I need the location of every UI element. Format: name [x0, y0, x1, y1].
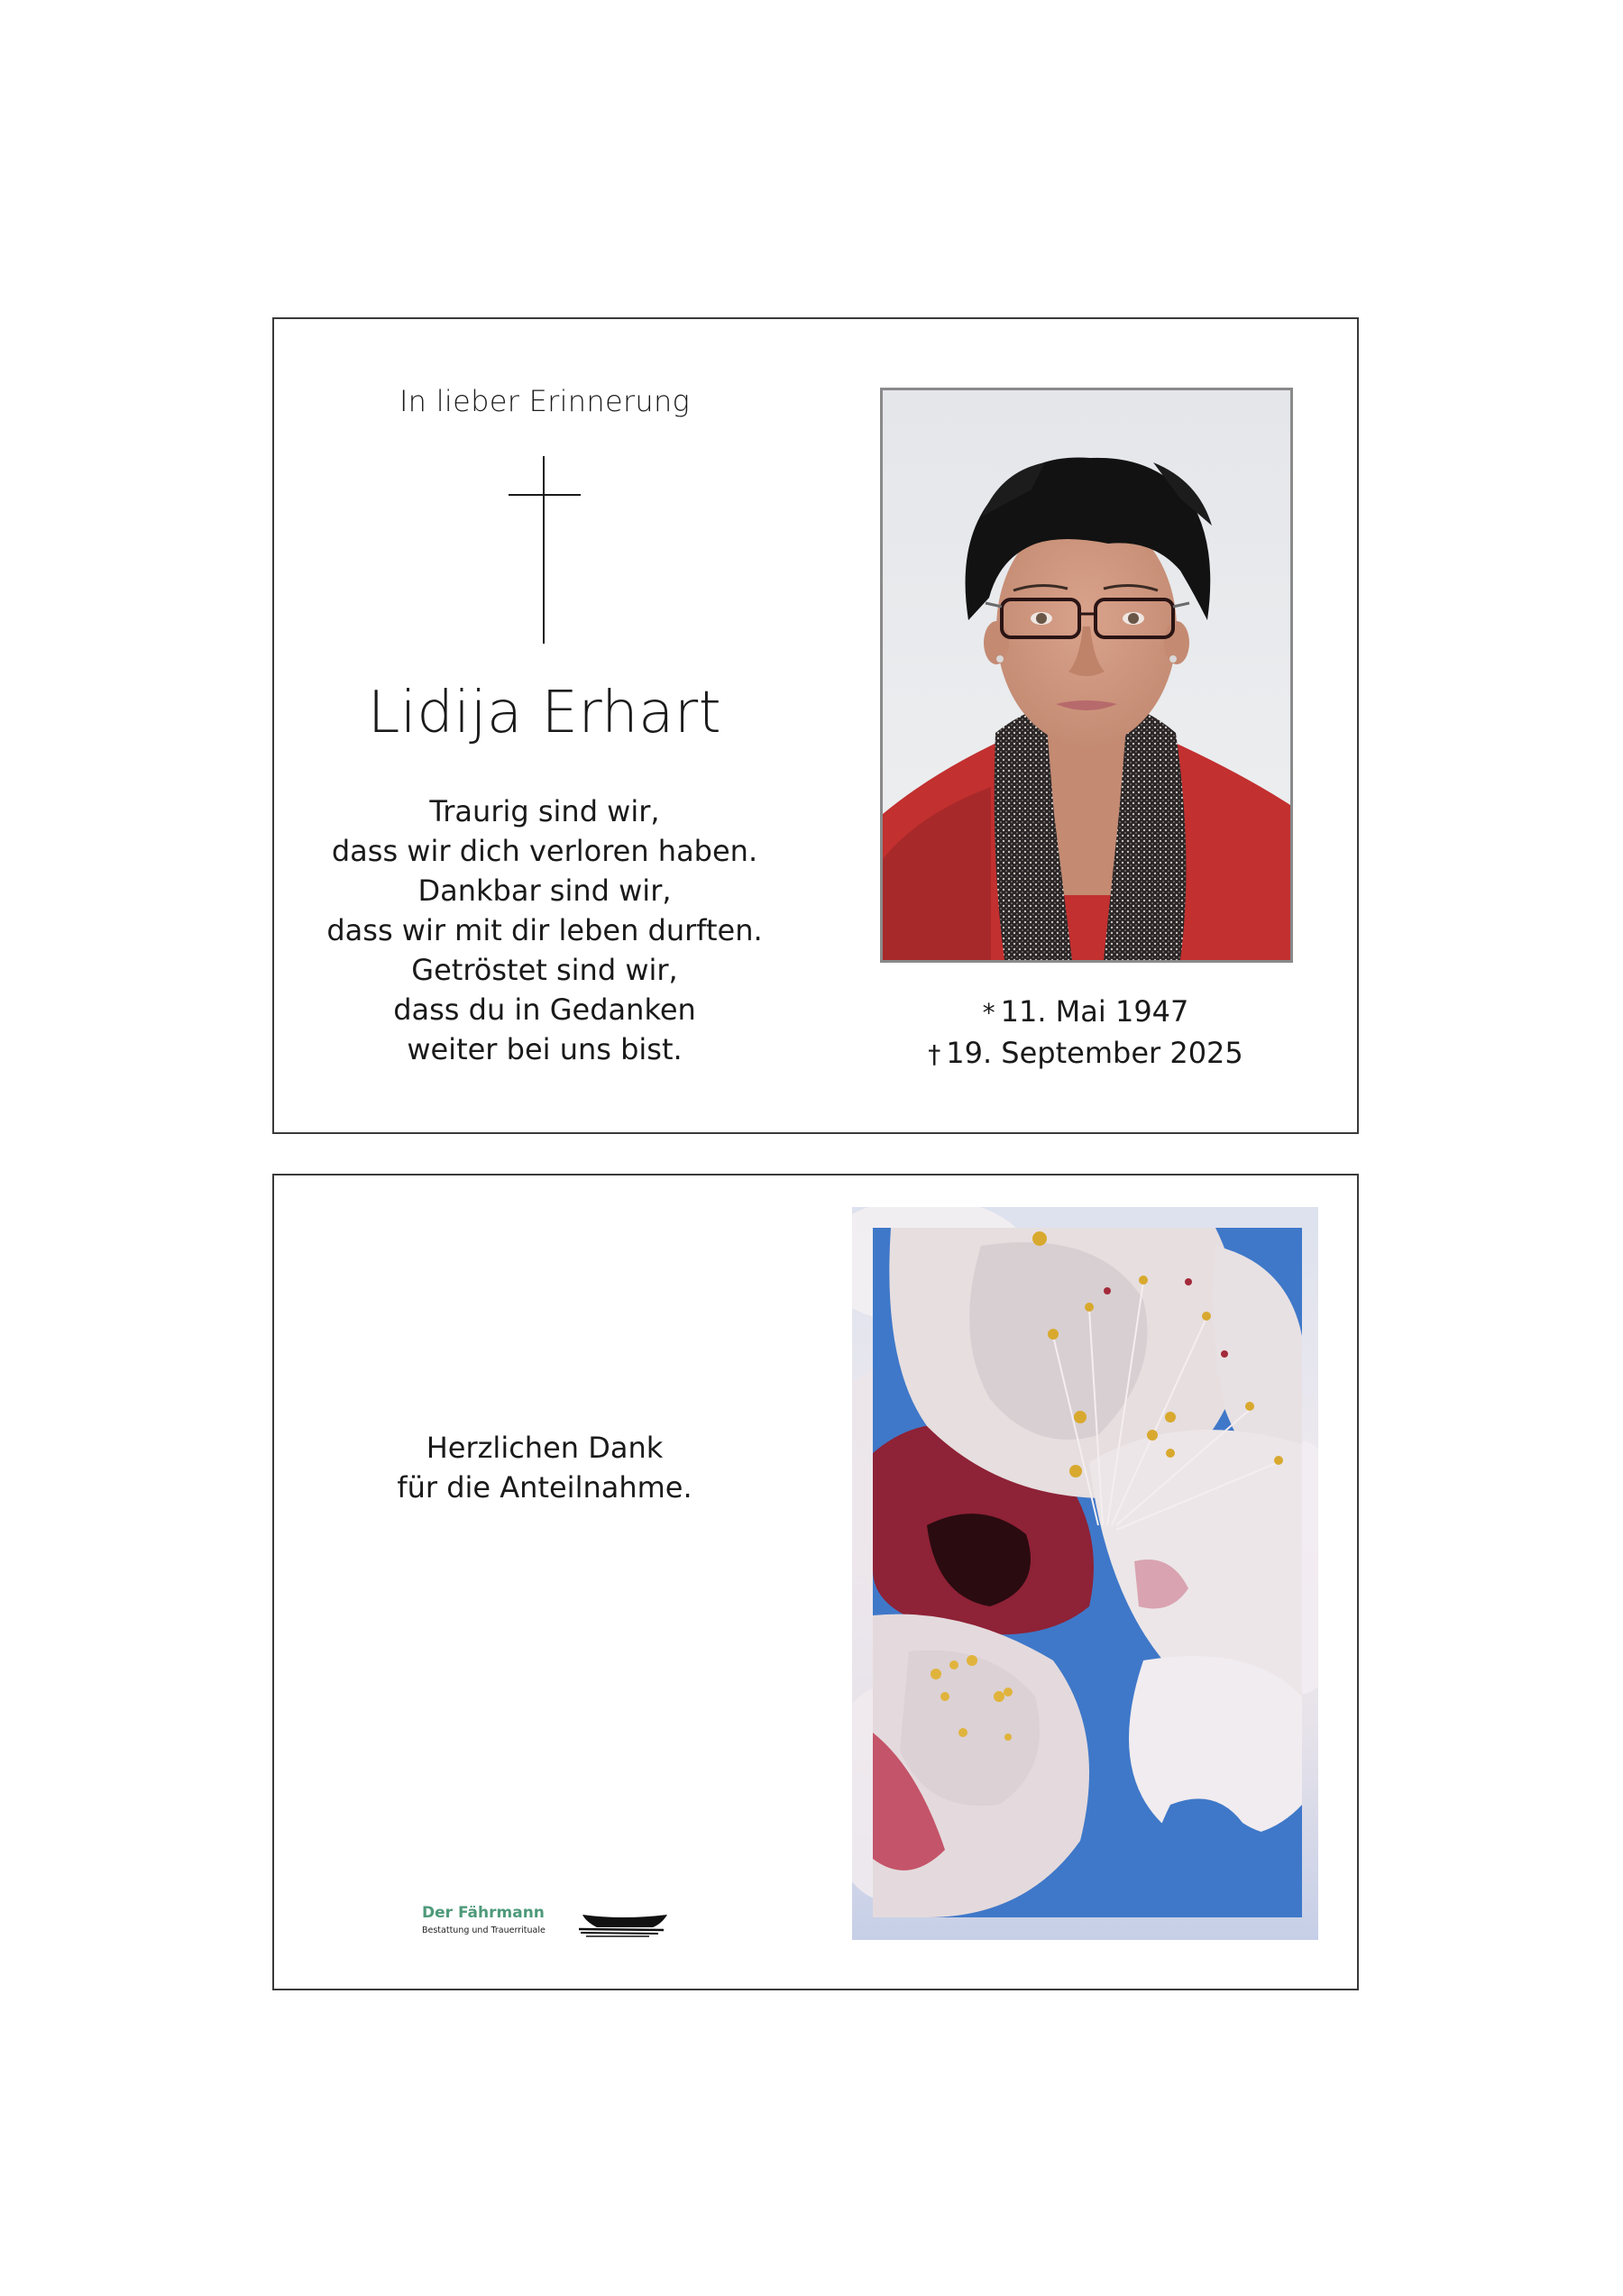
- life-dates: [815, 992, 1356, 1075]
- logo-brand: Der Fährmann: [422, 1904, 545, 1922]
- portrait-photo: [880, 388, 1293, 963]
- funeral-home-logo: [422, 1904, 692, 1949]
- birth-date-line: [815, 992, 1356, 1033]
- death-dagger-icon: †: [928, 1039, 941, 1069]
- memorial-heading: In lieber Erinnerung: [399, 384, 691, 418]
- death-date-line: [815, 1033, 1356, 1075]
- cross-icon: [509, 456, 581, 644]
- thanks-message: [274, 1428, 815, 1507]
- poem-line: Traurig sind wir,: [429, 794, 660, 828]
- memorial-poem: [274, 791, 815, 1069]
- poem-line: dass du in Gedanken: [393, 992, 696, 1027]
- boat-icon: [577, 1911, 671, 1938]
- thanks-line: für die Anteilnahme.: [397, 1470, 692, 1505]
- logo-tagline: Bestattung und Trauerrituale: [422, 1926, 546, 1935]
- poem-line: weiter bei uns bist.: [407, 1032, 683, 1066]
- birth-star-icon: *: [982, 998, 995, 1028]
- birth-date: 11. Mai 1947: [1000, 994, 1189, 1029]
- memorial-card-back: [272, 1174, 1359, 1990]
- deceased-name: Lidija Erhart: [367, 680, 722, 746]
- poem-line: dass wir dich verloren haben.: [331, 834, 758, 868]
- memorial-card-front: [272, 317, 1359, 1134]
- poem-line: Getröstet sind wir,: [411, 953, 678, 987]
- blossom-photo: [873, 1228, 1302, 1917]
- death-date: 19. September 2025: [946, 1036, 1243, 1070]
- poem-line: Dankbar sind wir,: [417, 874, 672, 908]
- flower-image-frame: [852, 1207, 1318, 1940]
- poem-line: dass wir mit dir leben durften.: [326, 913, 763, 947]
- thanks-line: Herzlichen Dank: [426, 1431, 664, 1465]
